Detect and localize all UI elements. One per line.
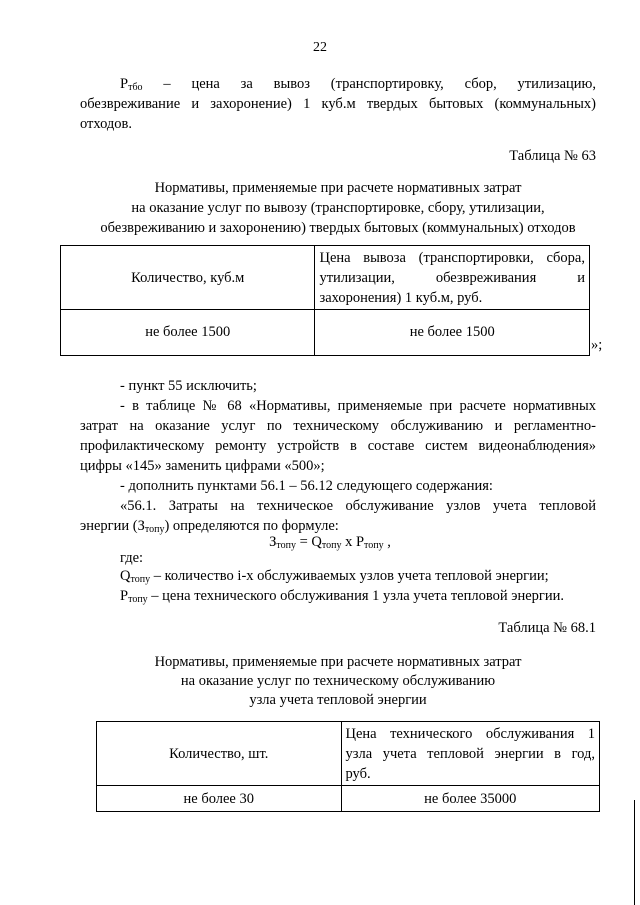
closing-quote: »; (591, 337, 603, 353)
paragraph-line: отходов. (80, 116, 133, 132)
paragraph-line: обезвреживание и захоронение) 1 куб.м твердых бытовых (коммунальных) (80, 96, 596, 112)
table-title-line: обезвреживанию и захоронению) твердых бытовых (коммунальных) отходов (100, 220, 576, 236)
table-label: Таблица № 63 (509, 148, 596, 164)
header-cell: Цена технического обслуживания 1 узла учета тепловой энергии в год, руб. (341, 722, 600, 786)
table-label: Таблица № 68.1 (498, 620, 596, 636)
table-cell: не более 1500 (315, 310, 590, 356)
where-label: где: (120, 550, 144, 566)
definition-line: $Q_{топу}$ – количество i-х обслуживаемых узлов учета тепловой энергии; (120, 568, 549, 585)
paragraph-line: затрат на оказание услуг по техническому обслуживанию и регламентно- (80, 418, 596, 434)
table-title-line: Нормативы, применяемые при расчете нормативных затрат (154, 180, 522, 196)
header-cell: Цена вывоза (транспортировки, сбора, утилизации, обезвреживания и захоронения) 1 куб.м, руб. (315, 246, 590, 310)
table-63 (60, 245, 590, 356)
header-cell: Количество, шт. (97, 722, 342, 786)
table-title-line: на оказание услуг по техническому обслуживанию (180, 673, 496, 689)
list-item: - пункт 55 исключить; (120, 378, 257, 394)
definition-line: $P_{топу}$ – цена технического обслуживания 1 узла учета тепловой энергии. (120, 588, 564, 605)
table-68-1 (96, 721, 600, 812)
page-number: 22 (313, 40, 327, 55)
formula: $З_{топу} = Q_{топу}$ x $P_{топу}$ , (269, 534, 391, 551)
paragraph-line: $P_{тбо}$ – цена за вывоз (транспортировку, сбор, утилизацию, (120, 76, 597, 93)
paragraph-line: профилактическому ремонту устройств в составе систем видеонаблюдения» (80, 438, 596, 454)
scan-edge-line (634, 800, 635, 905)
list-item: - в таблице № 68 «Нормативы, применяемые при расчете нормативных (120, 398, 596, 414)
table-cell: не более 1500 (61, 310, 315, 356)
table-title-line: на оказание услуг по вывозу (транспортировке, сбору, утилизации, (131, 200, 545, 216)
table-cell: не более 30 (97, 786, 342, 812)
table-title-line: Нормативы, применяемые при расчете нормативных затрат (154, 654, 522, 670)
table-cell: не более 35000 (341, 786, 600, 812)
paragraph-line: цифры «145» заменить цифрами «500»; (80, 458, 325, 474)
paragraph-line: «56.1. Затраты на техническое обслуживание узлов учета тепловой (120, 498, 596, 514)
paragraph-line: энергии $(З_{топу})$ определяются по формуле: (80, 518, 339, 535)
header-cell: Количество, куб.м (61, 246, 315, 310)
list-item: - дополнить пунктами 56.1 – 56.12 следующего содержания: (120, 478, 493, 494)
table-title-line: узла учета тепловой энергии (249, 692, 427, 708)
